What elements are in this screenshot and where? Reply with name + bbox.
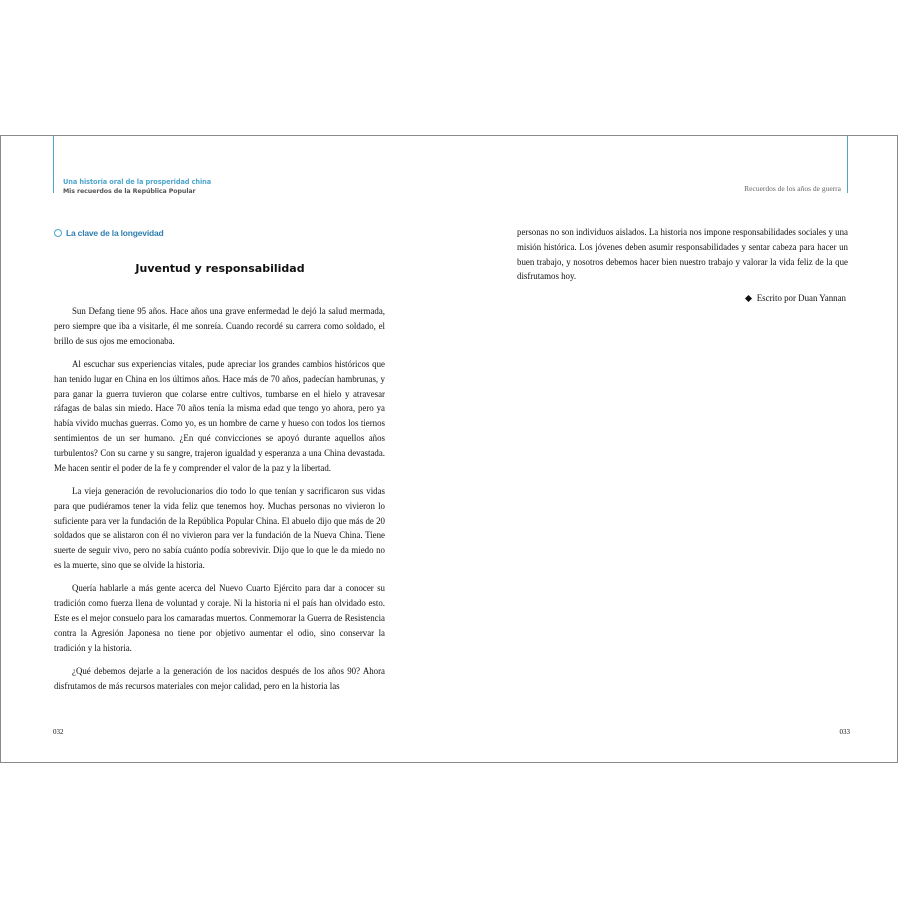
paragraph: Sun Defang tiene 95 años. Hace años una grave enfermedad le dejó la salud mermada, pero siempre que iba a visitarle, él me sonreía. Cuando recordé su carrera como soldado, el brillo de sus ojos me emocionaba. <box>54 306 385 346</box>
paragraph: Quería hablarle a más gente acerca del Nuevo Cuarto Ejército para dar a conocer su tradición como fuerza llena de voluntad y coraje. Ni la historia ni el país han olvidado esto. Este es el mejor consuelo para los camaradas muertos. Conmemorar la Guerra de Resistencia contra la Agresión Japonesa no tiene por objetivo aumentar el odio, sino conservar la tradición y la historia. <box>54 583 385 653</box>
page-number-left: 032 <box>53 728 64 736</box>
right-column <box>517 225 848 293</box>
author-name: Escrito por Duan Yannan <box>756 293 846 303</box>
diamond-icon <box>745 294 752 301</box>
paragraph: Al escuchar sus experiencias vitales, pude apreciar los grandes cambios históricos que han tenido lugar en China en los últimos años. Hace más de 70 años, padecían hambrunas, y para ganar la guerra tuvieron que colarse entre cultivos, tumbarse en el hielo y atravesar ráfagas de balas sin miedo. Hace 70 años tenía la misma edad que tengo yo ahora, pero ya había vivido muchas guerras. Como yo, es un hombre de carne y hueso con todos los tiernos sentimientos de un ser humano. ¿En qué convicciones se apoyó durante aquellos años turbulentos? Con su carne y su sangre, trajeron igualdad y esperanza a una China devastada. Me hacen sentir el poder de la fe y comprender el valor de la paz y la libertad. <box>54 358 385 473</box>
paragraph: ¿Qué debemos dejarle a la generación de los nacidos después de los años 90? Ahora disfrutamos de más recursos materiales con mejor calidad, pero en la historia las <box>54 665 385 691</box>
article-title: Juventud y responsabilidad <box>135 262 305 275</box>
paragraph: personas no son individuos aislados. La historia nos impone responsabilidades sociales y una misión histórica. Los jóvenes deben asumir responsabilidades y sentar cabeza para hacer un buen trabajo, y nosotros debemos hacer bien nuestro trabajo y valorar la vida feliz de la que disfrutamos hoy. <box>517 227 848 282</box>
header-rule-left <box>53 136 54 193</box>
ring-icon <box>54 229 62 237</box>
author-credit <box>746 293 846 303</box>
header-rule-right <box>847 136 848 193</box>
section-tag <box>54 228 164 238</box>
book-title: Una historia oral de la prosperidad china <box>63 178 212 186</box>
book-spread <box>0 135 898 763</box>
page-number-right: 033 <box>839 728 850 736</box>
running-header-left <box>63 177 211 197</box>
book-subtitle: Mis recuerdos de la República Popular <box>63 188 196 195</box>
paragraph: La vieja generación de revolucionarios dio todo lo que tenían y sacrificaron sus vidas para que pudiéramos tener la vida feliz que tenemos hoy. Muchas personas no vivieron lo suficiente para ver la fundación de la República Popular China. El abuelo dijo que más de 20 soldados que se alistaron con él no vivieron para ver la fundación de la Nueva China. Tiene suerte de seguir vivo, pero no sabía cuánto podía sobrevivir. Dijo que lo que le da miedo no es la muerte, sino que se olvide la historia. <box>54 485 385 570</box>
section-tag-label: La clave de la longevidad <box>66 228 164 238</box>
running-header-right: Recuerdos de los años de guerra <box>744 184 841 193</box>
left-column <box>54 304 385 702</box>
